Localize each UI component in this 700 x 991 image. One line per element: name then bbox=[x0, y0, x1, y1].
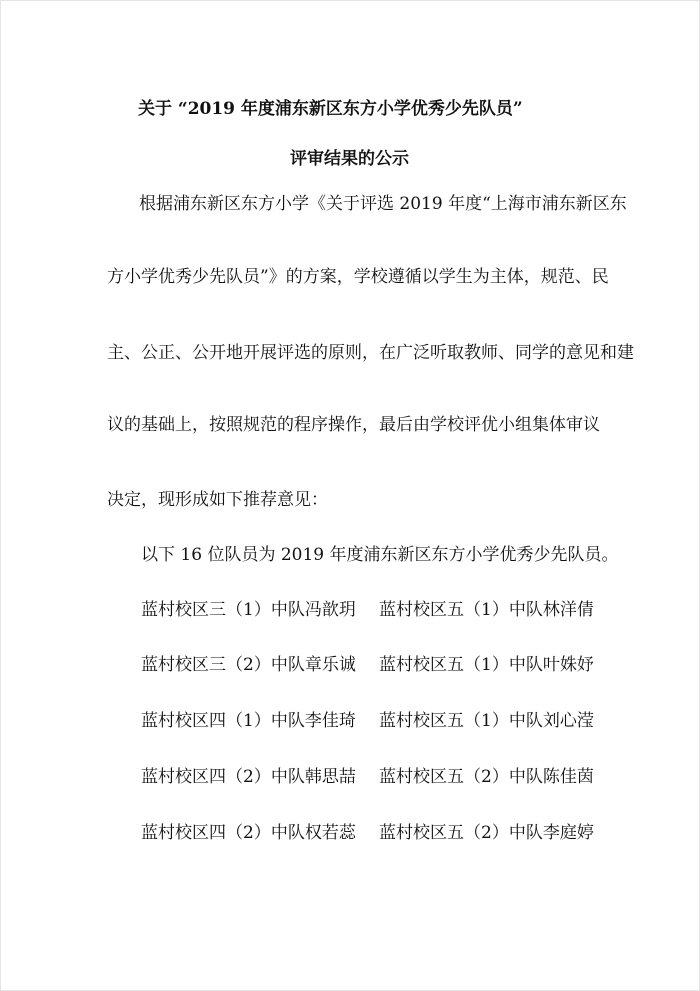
honoree-name: 蓝村校区五（1）中队刘心滢 bbox=[379, 711, 594, 731]
honoree-name: 蓝村校区五（1）中队叶姝妤 bbox=[379, 655, 594, 675]
paragraph-line: 方小学优秀少先队员”》的方案，学校遵循以学生为主体，规范、民 bbox=[107, 267, 609, 287]
honoree-name: 蓝村校区四（1）中队李佳琦 bbox=[141, 711, 356, 731]
title-line-2: 评审结果的公示 bbox=[290, 149, 409, 169]
honoree-name: 蓝村校区三（1）中队冯歆玥 bbox=[141, 600, 356, 620]
paragraph-line: 决定，现形成如下推荐意见： bbox=[107, 490, 328, 510]
paragraph-line: 主、公正、公开地开展评选的原则，在广泛听取教师、同学的意见和建 bbox=[107, 343, 634, 363]
honoree-name: 蓝村校区四（2）中队韩思喆 bbox=[141, 767, 356, 787]
intro-line: 以下 16 位队员为 2019 年度浦东新区东方小学优秀少先队员。 bbox=[141, 545, 619, 565]
paragraph-line: 议的基础上，按照规范的程序操作，最后由学校评优小组集体审议 bbox=[107, 415, 600, 435]
paragraph-line: 根据浦东新区东方小学《关于评选 2019 年度“上海市浦东新区东 bbox=[139, 194, 627, 214]
honoree-name: 蓝村校区五（2）中队陈佳茵 bbox=[379, 767, 594, 787]
honoree-name: 蓝村校区四（2）中队权若蕊 bbox=[141, 823, 356, 843]
honoree-name: 蓝村校区五（1）中队林洋倩 bbox=[379, 600, 594, 620]
honoree-name: 蓝村校区五（2）中队李庭婷 bbox=[379, 823, 594, 843]
title-line-1: 关于 “2019 年度浦东新区东方小学优秀少先队员” bbox=[138, 99, 523, 119]
honoree-name: 蓝村校区三（2）中队章乐诚 bbox=[141, 655, 356, 675]
